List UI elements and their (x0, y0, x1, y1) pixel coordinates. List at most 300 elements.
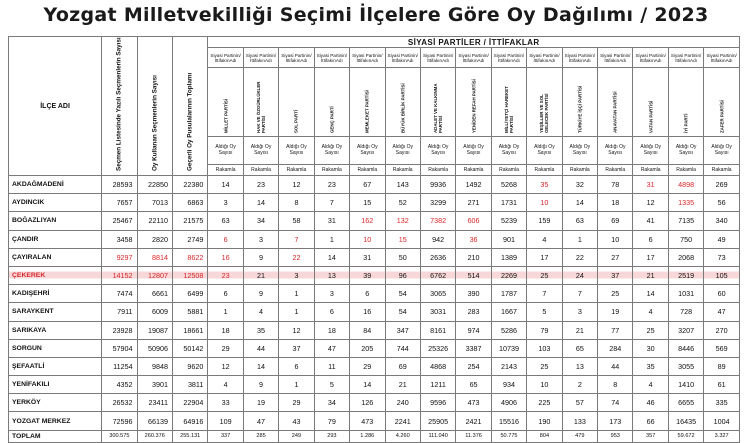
party-rakamla-label: Rakamla (279, 164, 314, 175)
party-votes-label: Aldığı Oy Sayısı (385, 136, 420, 164)
party-vote-cell: 1 (314, 230, 349, 248)
party-vote-cell: 15 (385, 230, 420, 248)
registered-voters-cell: 4352 (102, 376, 137, 394)
party-vote-cell: 1389 (491, 248, 526, 266)
party-vote-cell: 47 (314, 339, 349, 357)
party-vote-cell: 7382 (420, 212, 455, 230)
party-vote-cell: 41 (633, 212, 668, 230)
party-vote-cell: 1211 (420, 376, 455, 394)
total-party-votes: 953 (598, 430, 633, 442)
district-name: YOZGAT MERKEZ (9, 412, 102, 430)
party-vote-cell: 65 (456, 376, 491, 394)
party-vote-cell: 34 (314, 394, 349, 412)
party-vote-cell: 2068 (668, 248, 703, 266)
party-vote-cell: 12 (279, 321, 314, 339)
party-vote-cell: 25326 (420, 339, 455, 357)
party-vote-cell: 44 (598, 357, 633, 375)
party-vote-cell: 347 (385, 321, 420, 339)
party-vote-cell: 340 (704, 212, 740, 230)
party-vote-cell: 34 (243, 212, 278, 230)
table-row (9, 176, 740, 194)
party-vote-cell: 31 (350, 248, 385, 266)
party-vote-cell: 6655 (668, 394, 703, 412)
header-valid-votes: Geçerli Oy Pusulalarının Toplamı (172, 37, 207, 176)
party-vote-cell: 2636 (420, 248, 455, 266)
party-vote-cell: 21 (243, 266, 278, 284)
party-vote-cell: 36 (456, 230, 491, 248)
voters-voted-cell: 50906 (137, 339, 172, 357)
party-vote-cell: 37 (598, 266, 633, 284)
party-vote-cell: 39 (350, 266, 385, 284)
party-name: YENİDEN REFAH PARTİSİ (456, 67, 491, 136)
party-vote-cell: 103 (527, 339, 562, 357)
voters-voted-cell: 23411 (137, 394, 172, 412)
party-vote-cell: 16 (208, 248, 243, 266)
voters-voted-cell: 2820 (137, 230, 172, 248)
party-vote-cell: 21 (633, 266, 668, 284)
party-vote-cell: 44 (243, 339, 278, 357)
party-vote-cell: 6762 (420, 266, 455, 284)
party-vote-cell: 25905 (420, 412, 455, 430)
party-vote-cell: 3 (314, 285, 349, 303)
party-vote-cell: 73 (704, 248, 740, 266)
voters-voted-cell: 6661 (137, 285, 172, 303)
party-vote-cell: 79 (527, 321, 562, 339)
registered-voters-cell: 11254 (102, 357, 137, 375)
table-row (9, 248, 740, 266)
party-vote-cell: 32 (562, 176, 597, 194)
valid-votes-cell: 6863 (172, 194, 207, 212)
district-name: BOĞAZLIYAN (9, 212, 102, 230)
party-vote-cell: 4906 (491, 394, 526, 412)
valid-votes-cell: 50142 (172, 339, 207, 357)
total-registered: 300.575 (102, 430, 137, 442)
party-votes-label: Aldığı Oy Sayısı (456, 136, 491, 164)
party-vote-cell: 54 (385, 285, 420, 303)
party-vote-cell: 79 (314, 412, 349, 430)
party-votes-label: Aldığı Oy Sayısı (491, 136, 526, 164)
party-vote-cell: 13 (314, 266, 349, 284)
party-vote-cell: 2 (562, 376, 597, 394)
party-vote-cell: 6 (633, 230, 668, 248)
party-subheader: Siyasi Partinin/ İttifakınAdı (420, 48, 455, 68)
party-name: ZAFER PARTİSİ (704, 67, 740, 136)
party-votes-label: Aldığı Oy Sayısı (598, 136, 633, 164)
party-name: YEŞİLLER VE SOL GELECEK PARTİSİ (527, 67, 562, 136)
party-vote-cell: 10 (350, 230, 385, 248)
party-vote-cell: 109 (208, 412, 243, 430)
party-vote-cell: 3 (243, 230, 278, 248)
party-name: MİLLİYETÇİ HAREKET PARTİSİ (491, 67, 526, 136)
party-vote-cell: 7135 (668, 212, 703, 230)
party-vote-cell: 21 (385, 376, 420, 394)
total-party-votes: 1.286 (350, 430, 385, 442)
registered-voters-cell: 26532 (102, 394, 137, 412)
party-vote-cell: 89 (704, 357, 740, 375)
voters-voted-cell: 7013 (137, 194, 172, 212)
party-vote-cell: 283 (456, 303, 491, 321)
header-voters-voted: Oy Kullanan Seçmenlerin Sayısı (137, 37, 172, 176)
party-subheader: Siyasi Partinin/ İttifakınAdı (279, 48, 314, 68)
party-vote-cell: 58 (279, 212, 314, 230)
party-vote-cell: 105 (704, 266, 740, 284)
valid-votes-cell: 5881 (172, 303, 207, 321)
registered-voters-cell: 25467 (102, 212, 137, 230)
total-party-votes: 11.376 (456, 430, 491, 442)
party-vote-cell: 35 (243, 321, 278, 339)
party-vote-cell: 47 (704, 303, 740, 321)
party-vote-cell: 159 (527, 212, 562, 230)
table-row (9, 357, 740, 375)
party-votes-label: Aldığı Oy Sayısı (350, 136, 385, 164)
party-vote-cell: 49 (704, 230, 740, 248)
party-vote-cell: 35 (527, 176, 562, 194)
voters-voted-cell: 9848 (137, 357, 172, 375)
party-vote-cell: 3 (279, 266, 314, 284)
total-party-votes: 59.672 (668, 430, 703, 442)
party-vote-cell: 67 (350, 176, 385, 194)
party-subheader: Siyasi Partinin/ İttifakınAdı (704, 48, 740, 68)
party-name: İYİ PARTİ (668, 67, 703, 136)
valid-votes-cell: 12508 (172, 266, 207, 284)
party-subheader: Siyasi Partinin/ İttifakınAdı (385, 48, 420, 68)
party-name: TÜRKİYE İŞÇİ PARTİSİ (562, 67, 597, 136)
page-title: Yozgat Milletvekilliği Seçimi İlçelere Göre Oy Dağılımı / 2023 (43, 4, 709, 26)
party-vote-cell: 15 (350, 194, 385, 212)
party-vote-cell: 4868 (420, 357, 455, 375)
party-vote-cell: 225 (527, 394, 562, 412)
party-vote-cell: 744 (385, 339, 420, 357)
party-vote-cell: 35 (633, 357, 668, 375)
party-vote-cell: 25 (598, 285, 633, 303)
valid-votes-cell: 3811 (172, 376, 207, 394)
party-vote-cell: 14 (633, 285, 668, 303)
party-vote-cell: 974 (456, 321, 491, 339)
party-vote-cell: 10 (527, 376, 562, 394)
party-vote-cell: 29 (279, 394, 314, 412)
voters-voted-cell: 12807 (137, 266, 172, 284)
party-vote-cell: 25 (633, 321, 668, 339)
party-vote-cell: 7 (562, 285, 597, 303)
party-vote-cell: 56 (704, 194, 740, 212)
party-vote-cell: 9 (243, 248, 278, 266)
party-vote-cell: 19 (243, 394, 278, 412)
party-name: GENÇ PARTİ (314, 67, 349, 136)
party-vote-cell: 27 (598, 248, 633, 266)
party-vote-cell: 4 (633, 376, 668, 394)
party-vote-cell: 5286 (491, 321, 526, 339)
district-name: SORGUN (9, 339, 102, 357)
party-rakamla-label: Rakamla (562, 164, 597, 175)
party-vote-cell: 31 (314, 212, 349, 230)
registered-voters-cell: 28593 (102, 176, 137, 194)
party-vote-cell: 9 (243, 285, 278, 303)
party-vote-cell: 96 (385, 266, 420, 284)
party-vote-cell: 3299 (420, 194, 455, 212)
table-row (9, 339, 740, 357)
party-vote-cell: 1335 (668, 194, 703, 212)
valid-votes-cell: 18661 (172, 321, 207, 339)
total-party-votes: 50.775 (491, 430, 526, 442)
party-vote-cell: 25 (527, 266, 562, 284)
total-valid: 255.131 (172, 430, 207, 442)
party-vote-cell: 1731 (491, 194, 526, 212)
party-vote-cell: 65 (562, 339, 597, 357)
voters-voted-cell: 19087 (137, 321, 172, 339)
party-vote-cell: 728 (668, 303, 703, 321)
party-vote-cell: 132 (385, 212, 420, 230)
party-vote-cell: 19 (598, 303, 633, 321)
party-vote-cell: 22 (562, 248, 597, 266)
party-rakamla-label: Rakamla (527, 164, 562, 175)
party-vote-cell: 14 (208, 176, 243, 194)
district-name: ÇEKEREK (9, 266, 102, 284)
party-vote-cell: 1 (279, 376, 314, 394)
table-row (9, 303, 740, 321)
party-vote-cell: 9 (243, 376, 278, 394)
party-vote-cell: 5268 (491, 176, 526, 194)
party-rakamla-label: Rakamla (456, 164, 491, 175)
party-vote-cell: 47 (243, 412, 278, 430)
registered-voters-cell: 72596 (102, 412, 137, 430)
party-name: MİLLET PARTİSİ (208, 67, 243, 136)
party-vote-cell: 33 (208, 394, 243, 412)
table-row (9, 212, 740, 230)
party-vote-cell: 390 (456, 285, 491, 303)
party-vote-cell: 2143 (491, 357, 526, 375)
party-rakamla-label: Rakamla (350, 164, 385, 175)
party-vote-cell: 1410 (668, 376, 703, 394)
party-votes-label: Aldığı Oy Sayısı (562, 136, 597, 164)
party-vote-cell: 15516 (491, 412, 526, 430)
party-vote-cell: 6 (208, 285, 243, 303)
party-subheader: Siyasi Partinin/ İttifakınAdı (350, 48, 385, 68)
party-votes-label: Aldığı Oy Sayısı (704, 136, 740, 164)
party-vote-cell: 50 (385, 248, 420, 266)
party-vote-cell: 10739 (491, 339, 526, 357)
header-registered-voters: Seçmen Listesinde Yazılı Seçmenlerin Sayısı (102, 37, 137, 176)
party-vote-cell: 63 (562, 212, 597, 230)
total-party-votes: 285 (243, 430, 278, 442)
party-vote-cell: 4 (527, 230, 562, 248)
voters-voted-cell: 8814 (137, 248, 172, 266)
party-vote-cell: 190 (527, 412, 562, 430)
party-vote-cell: 61 (704, 376, 740, 394)
party-vote-cell: 901 (491, 230, 526, 248)
total-label: TOPLAM (9, 430, 102, 442)
party-vote-cell: 14 (314, 248, 349, 266)
party-rakamla-label: Rakamla (668, 164, 703, 175)
party-vote-cell: 335 (704, 394, 740, 412)
total-party-votes: 357 (633, 430, 668, 442)
party-rakamla-label: Rakamla (314, 164, 349, 175)
registered-voters-cell: 23928 (102, 321, 137, 339)
party-vote-cell: 14 (243, 357, 278, 375)
party-vote-cell: 7 (527, 285, 562, 303)
table-row (9, 194, 740, 212)
party-votes-label: Aldığı Oy Sayısı (633, 136, 668, 164)
total-party-votes: 4.260 (385, 430, 420, 442)
party-vote-cell: 2421 (456, 412, 491, 430)
party-vote-cell: 46 (633, 394, 668, 412)
party-vote-cell: 514 (456, 266, 491, 284)
party-name: VATAN PARTİSİ (633, 67, 668, 136)
party-rakamla-label: Rakamla (208, 164, 243, 175)
party-vote-cell: 78 (598, 176, 633, 194)
party-vote-cell: 23 (208, 266, 243, 284)
voters-voted-cell: 6009 (137, 303, 172, 321)
registered-voters-cell: 9297 (102, 248, 137, 266)
party-vote-cell: 4 (243, 303, 278, 321)
registered-voters-cell: 14152 (102, 266, 137, 284)
party-vote-cell: 10 (527, 194, 562, 212)
party-vote-cell: 17 (633, 248, 668, 266)
party-vote-cell: 1 (279, 303, 314, 321)
registered-voters-cell: 7911 (102, 303, 137, 321)
valid-votes-cell: 64916 (172, 412, 207, 430)
total-party-votes: 111.040 (420, 430, 455, 442)
party-vote-cell: 8161 (420, 321, 455, 339)
party-vote-cell: 16435 (668, 412, 703, 430)
voters-voted-cell: 22850 (137, 176, 172, 194)
party-vote-cell: 17 (527, 248, 562, 266)
party-vote-cell: 1 (208, 303, 243, 321)
district-name: ÇANDIR (9, 230, 102, 248)
party-votes-label: Aldığı Oy Sayısı (527, 136, 562, 164)
table-row (9, 321, 740, 339)
party-vote-cell: 18 (208, 321, 243, 339)
party-name: SOL PARTİ (279, 67, 314, 136)
party-vote-cell: 271 (456, 194, 491, 212)
party-vote-cell: 52 (385, 194, 420, 212)
party-vote-cell: 1004 (704, 412, 740, 430)
valid-votes-cell: 22904 (172, 394, 207, 412)
party-vote-cell: 60 (704, 285, 740, 303)
party-votes-label: Aldığı Oy Sayısı (668, 136, 703, 164)
party-vote-cell: 942 (420, 230, 455, 248)
party-vote-cell: 77 (598, 321, 633, 339)
party-vote-cell: 84 (350, 321, 385, 339)
table-row (9, 412, 740, 430)
party-vote-cell: 4898 (668, 176, 703, 194)
party-vote-cell: 18 (598, 194, 633, 212)
party-rakamla-label: Rakamla (598, 164, 633, 175)
party-vote-cell: 3055 (668, 357, 703, 375)
district-name: ŞEFAATLİ (9, 357, 102, 375)
party-vote-cell: 6 (350, 285, 385, 303)
party-rakamla-label: Rakamla (491, 164, 526, 175)
party-vote-cell: 5 (314, 376, 349, 394)
total-party-votes: 479 (562, 430, 597, 442)
party-vote-cell: 162 (350, 212, 385, 230)
party-vote-cell: 6 (314, 303, 349, 321)
party-subheader: Siyasi Partinin/ İttifakınAdı (633, 48, 668, 68)
party-subheader: Siyasi Partinin/ İttifakınAdı (491, 48, 526, 68)
party-vote-cell: 9596 (420, 394, 455, 412)
registered-voters-cell: 3458 (102, 230, 137, 248)
party-name: MEMLEKET PARTİSİ (350, 67, 385, 136)
party-vote-cell: 31 (633, 176, 668, 194)
party-vote-cell: 2269 (491, 266, 526, 284)
registered-voters-cell: 7474 (102, 285, 137, 303)
district-name: AYDINCIK (9, 194, 102, 212)
voters-voted-cell: 66139 (137, 412, 172, 430)
party-vote-cell: 5239 (491, 212, 526, 230)
party-subheader: Siyasi Partinin/ İttifakınAdı (562, 48, 597, 68)
party-vote-cell: 6 (279, 357, 314, 375)
party-vote-cell: 25 (527, 357, 562, 375)
party-vote-cell: 14 (243, 194, 278, 212)
table-row (9, 394, 740, 412)
party-vote-cell: 5 (527, 303, 562, 321)
party-name: HAK VE ÖZGÜRLÜKLER PARTİSİ (243, 67, 278, 136)
party-vote-cell: 22 (279, 248, 314, 266)
party-vote-cell: 750 (668, 230, 703, 248)
party-vote-cell: 269 (704, 176, 740, 194)
party-vote-cell: 37 (279, 339, 314, 357)
party-vote-cell: 9936 (420, 176, 455, 194)
party-subheader: Siyasi Partinin/ İttifakınAdı (598, 48, 633, 68)
party-subheader: Siyasi Partinin/ İttifakınAdı (314, 48, 349, 68)
party-vote-cell: 14 (562, 194, 597, 212)
party-vote-cell: 4 (633, 303, 668, 321)
total-voted: 260.376 (137, 430, 172, 442)
party-vote-cell: 66 (633, 412, 668, 430)
district-name: AKDAĞMADENİ (9, 176, 102, 194)
voters-voted-cell: 22110 (137, 212, 172, 230)
party-vote-cell: 7 (279, 230, 314, 248)
party-vote-cell: 24 (562, 266, 597, 284)
party-vote-cell: 14 (350, 376, 385, 394)
party-subheader: Siyasi Partinin/ İttifakınAdı (527, 48, 562, 68)
party-rakamla-label: Rakamla (704, 164, 740, 175)
district-name: ÇAYIRALAN (9, 248, 102, 266)
party-vote-cell: 7 (314, 194, 349, 212)
party-vote-cell: 29 (208, 339, 243, 357)
party-vote-cell: 43 (279, 412, 314, 430)
party-vote-cell: 254 (456, 357, 491, 375)
party-vote-cell: 13 (562, 357, 597, 375)
party-vote-cell: 133 (562, 412, 597, 430)
party-vote-cell: 8 (598, 376, 633, 394)
party-vote-cell: 63 (208, 212, 243, 230)
total-party-votes: 804 (527, 430, 562, 442)
party-votes-label: Aldığı Oy Sayısı (279, 136, 314, 164)
registered-voters-cell: 7657 (102, 194, 137, 212)
district-name: SARIKAYA (9, 321, 102, 339)
party-vote-cell: 12 (633, 194, 668, 212)
party-vote-cell: 54 (385, 303, 420, 321)
header-ilce: İLÇE ADI (9, 37, 102, 176)
party-vote-cell: 473 (456, 394, 491, 412)
party-vote-cell: 143 (385, 176, 420, 194)
party-vote-cell: 8 (279, 194, 314, 212)
party-vote-cell: 126 (350, 394, 385, 412)
party-vote-cell: 74 (598, 394, 633, 412)
party-name: BÜYÜK BİRLİK PARTİSİ (385, 67, 420, 136)
party-vote-cell: 23 (243, 176, 278, 194)
party-vote-cell: 606 (456, 212, 491, 230)
party-vote-cell: 8446 (668, 339, 703, 357)
party-vote-cell: 29 (350, 357, 385, 375)
party-subheader: Siyasi Partinin/ İttifakınAdı (243, 48, 278, 68)
party-vote-cell: 21 (562, 321, 597, 339)
party-vote-cell: 23 (314, 176, 349, 194)
party-rakamla-label: Rakamla (385, 164, 420, 175)
party-vote-cell: 1 (562, 230, 597, 248)
party-name: ADALET VE KALKINMA PARTİSİ (420, 67, 455, 136)
party-vote-cell: 57 (562, 394, 597, 412)
